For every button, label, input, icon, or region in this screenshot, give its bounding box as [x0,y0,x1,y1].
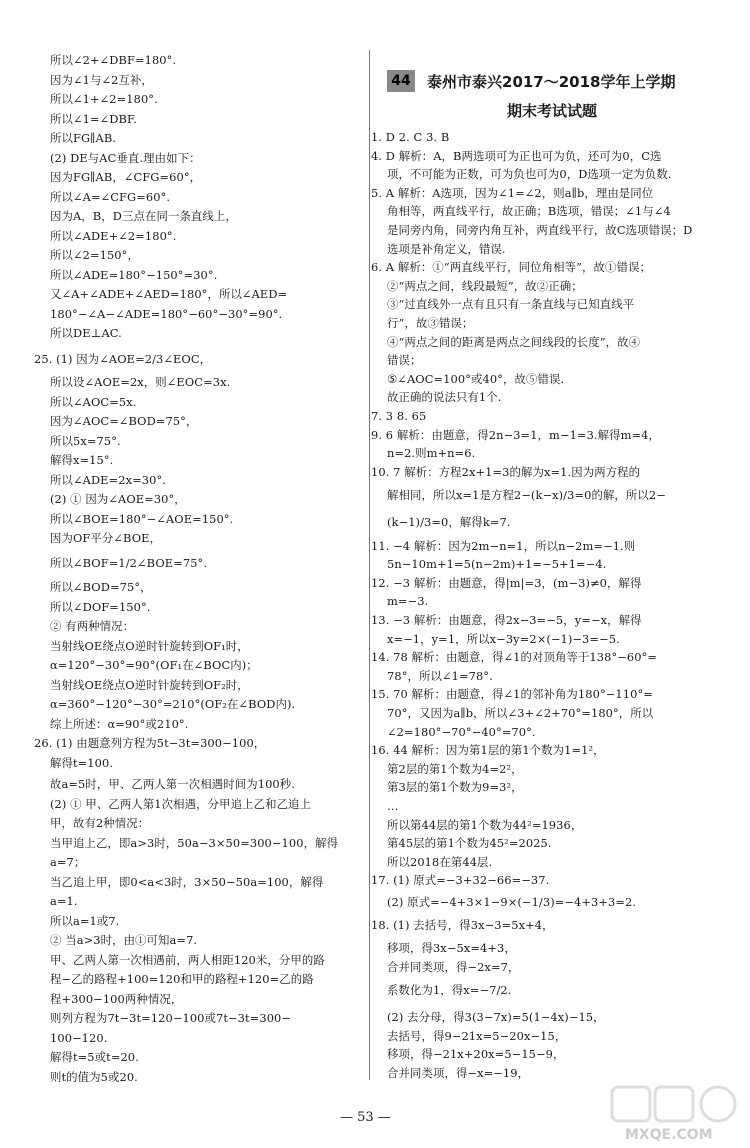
text-line: 所以2018在第44层. [387,854,493,869]
text-line: … [387,799,399,813]
text-line: ②“两点之间，线段最短”，故②正确； [387,278,583,293]
page-number: — 53 — [340,1110,391,1125]
text-line: 当射线OE绕点O逆时针旋转到OF₂时， [50,677,249,692]
text-line: 是同旁内角，同旁内角互补，两直线平行，故C选项错误；D [387,223,693,237]
text-line: ③“过直线外一点有且只有一条直线与已知直线平 [387,297,635,312]
text-line: 系数化为1，得x=−7/2. [387,983,512,998]
text-line: 则列方程为7t−3t=120−100或7t−3t=300− [50,1011,292,1025]
text-line: 所以∠BOE=180°−∠AOE=150°. [50,511,234,526]
text-line: n=2.则m+n=6. [387,446,476,461]
text-line: 移项，得−21x+20x=5−15−9， [387,1047,565,1062]
text-line: 解得x=15°. [50,453,114,467]
text-line: 4. D 解析：A，B两选项可为正也可为负，还可为0，C选 [371,148,662,163]
text-line: 第2层的第1个数为4=2²， [387,761,523,776]
text-line: 因为∠1与∠2互补， [50,72,153,87]
text-line: (2) ① 因为∠AOE=30°， [50,492,186,506]
text-line: 程+300−100两种情况， [50,991,183,1006]
text-line: 解得t=100. [50,755,114,770]
text-line: 去括号，得9−21x=5−20x−15， [387,1028,567,1043]
text-line: 行”，故③错误； [387,316,474,330]
text-line: 所以∠BOF=1/2∠BOE=75°. [50,555,208,570]
text-line: (2) DE与AC垂直.理由如下： [50,150,201,165]
text-line: 所以∠ADE=2x=30°. [50,472,166,487]
text-line: 所以FG∥AB. [50,131,117,145]
text-line: 因为FG∥AB，∠CFG=60°， [50,170,202,184]
text-line: 甲，故有2种情况： [50,816,150,830]
text-line: 角相等，两直线平行，故正确；B选项，错误；∠1与∠4 [387,204,671,219]
text-line: α=120°−30°=90°(OF₁在∠BOC内)； [50,658,258,672]
text-line: 16. 44 解析：因为第1层的第1个数为1=1²， [371,743,605,758]
text-line: 又∠A+∠ADE+∠AED=180°，所以∠AED= [50,287,288,301]
text-line: ④“两点之间的距离是两点之间线段的长度”，故④ [387,334,641,349]
text-line: 78°，所以∠1=78°. [387,668,493,683]
text-line: 当射线OE绕点O逆时针旋转到OF₁时， [50,638,249,653]
text-line: 5. A 解析：A选项，因为∠1=∠2，则a∥b，理由是同位 [371,185,654,200]
text-line: 5n−10m+1=5(n−2m)+1=−5+1=−4. [387,557,607,572]
section-title: 泰州市泰兴2017～2018学年上学期 [427,73,676,91]
svg-text:MXQE.COM: MXQE.COM [625,1127,713,1143]
text-line: ∠2=180°−70°−40°=70°. [387,724,536,739]
text-line: 因为OF平分∠BOE， [50,531,162,545]
text-line: 甲、乙两人第一次相遇前，两人相距120米，分甲的路 [50,952,325,967]
text-line: 14. 78 解析：由题意，得∠1的对顶角等于138°−60°= [371,650,658,665]
text-line: 项，不可能为正数，可为负也可为0，D选项一定为负数. [387,167,672,182]
text-line: 解得t=5或t=20. [50,1050,139,1064]
text-line: 当乙追上甲，即0<a<3时，3×50−50a=100，解得 [50,874,324,889]
text-line: 合并同类项，得−x=−19， [387,1065,530,1080]
text-line: 17. (1) 原式=−3+32−66=−37. [371,873,550,888]
text-line: 因为∠AOC=∠BOD=75°， [50,414,198,428]
text-line: (k−1)/3=0，解得k=7. [387,515,511,529]
text-line: 因为A，B，D三点在同一条直线上， [50,209,237,223]
text-line: 7. 3 8. 65 [371,409,427,423]
text-line: 程−乙的路程+100=120和甲的路程+120=乙的路 [50,972,314,986]
text-line: 12. −3 解析：由题意，得|m|=3，(m−3)≠0，解得 [371,575,642,590]
text-line: 180°−∠A−∠ADE=180°−60°−30°=90°. [50,306,283,321]
text-line: 所以∠ADE=180°−150°=30°. [50,267,218,282]
text-line: 故正确的说法只有1个. [387,390,502,405]
text-line: (2) 原式=−4+3×1−9×(−1/3)=−4+3+3=2. [387,895,637,909]
text-line: (2) 去分母，得3(3−7x)=5(1−4x)−15， [387,1010,605,1024]
text-line: ② 有两种情况： [50,619,135,633]
text-line: 25. (1) 因为∠AOE=2/3∠EOC， [34,351,212,366]
section-number-badge: 44 [387,70,415,92]
text-line: x=−1，y=1，所以x−3y=2×(−1)−3=−5. [387,631,620,646]
section-subtitle: 期末考试试题 [507,102,598,120]
text-line: 11. −4 解析：因为2m−n=1，所以n−2m=−1.则 [371,538,636,553]
text-line: 所以∠AOC=5x. [50,394,137,409]
text-line: 选项是补角定义，错误. [387,241,506,256]
text-line: 1. D 2. C 3. B [371,130,450,144]
text-line: 所以∠2+∠DBF=180°. [50,53,177,67]
text-line: 9. 6 解析：由题意，得2n−3=1，m−1=3.解得m=4， [371,427,661,442]
text-line: 所以∠ADE+∠2=180°. [50,228,177,243]
text-line: 18. (1) 去括号，得3x−3=5x+4， [371,917,554,932]
text-line: m=−3. [387,594,429,609]
column-divider [369,50,370,1080]
text-line: 所以∠BOD=75°， [50,580,152,594]
text-line: 所以∠1+∠2=180°. [50,92,158,106]
text-line: 第45层的第1个数为45²=2025. [387,836,552,851]
text-line: 解相同，所以x=1是方程2−(k−x)/3=0的解，所以2− [387,488,666,503]
text-line: 15. 70 解析：由题意，得∠1的邻补角为180°−110°= [371,687,653,702]
text-line: 70°，又因为a∥b，所以∠3+∠2+70°=180°，所以 [387,706,654,720]
text-line: 所以∠2=150°， [50,248,139,262]
text-line: ⑤∠AOC=100°或40°，故⑤错误. [387,371,565,386]
text-line: 故a=5时，甲、乙两人第一次相遇时间为100秒. [50,777,295,791]
text-line: 合并同类项，得−2x=7， [387,959,520,974]
text-line: 当甲追上乙，即a>3时，50a−3×50=300−100，解得 [50,835,339,850]
text-line: 26. (1) 由题意列方程为5t−3t=300−100， [34,736,266,750]
text-line: 13. −3 解析：由题意，得2x−3=−5，y=−x，解得 [371,613,642,627]
text-line: 所以∠DOF=150°. [50,599,151,614]
text-line: a=7； [50,855,86,869]
text-line: (2) ① 甲、乙两人第1次相遇，分甲追上乙和乙追上 [50,796,312,811]
text-line: 则t的值为5或20. [50,1069,138,1084]
text-line: 所以设∠AOE=2x，则∠EOC=3x. [50,375,231,389]
text-line: ② 当a>3时，由①可知a=7. [50,933,198,947]
text-line: 所以a=1或7. [50,913,120,928]
text-line: 移项，得3x−5x=4+3， [387,941,516,956]
text-line: 第3层的第1个数为9=3²， [387,780,523,795]
text-line: 综上所述：α=90°或210°. [50,716,189,731]
watermark-logo-icon [610,1085,745,1145]
text-line: a=1. [50,894,78,908]
text-line: α=360°−120°−30°=210°(OF₂在∠BOD内). [50,697,296,711]
text-line: 错误； [387,353,422,368]
text-line: 所以DE⊥AC. [50,326,122,340]
text-line: 所以5x=75°. [50,433,121,448]
text-line: 所以第44层的第1个数为44²=1936， [387,817,583,832]
text-line: 6. A 解析：①“两直线平行，同位角相等”，故①错误； [371,260,651,275]
text-line: 所以∠A=∠CFG=60°. [50,189,171,204]
text-line: 100−120. [50,1030,108,1045]
text-line: 所以∠1=∠DBF. [50,111,137,126]
text-line: 10. 7 解析：方程2x+1=3的解为x=1.因为两方程的 [371,464,641,479]
